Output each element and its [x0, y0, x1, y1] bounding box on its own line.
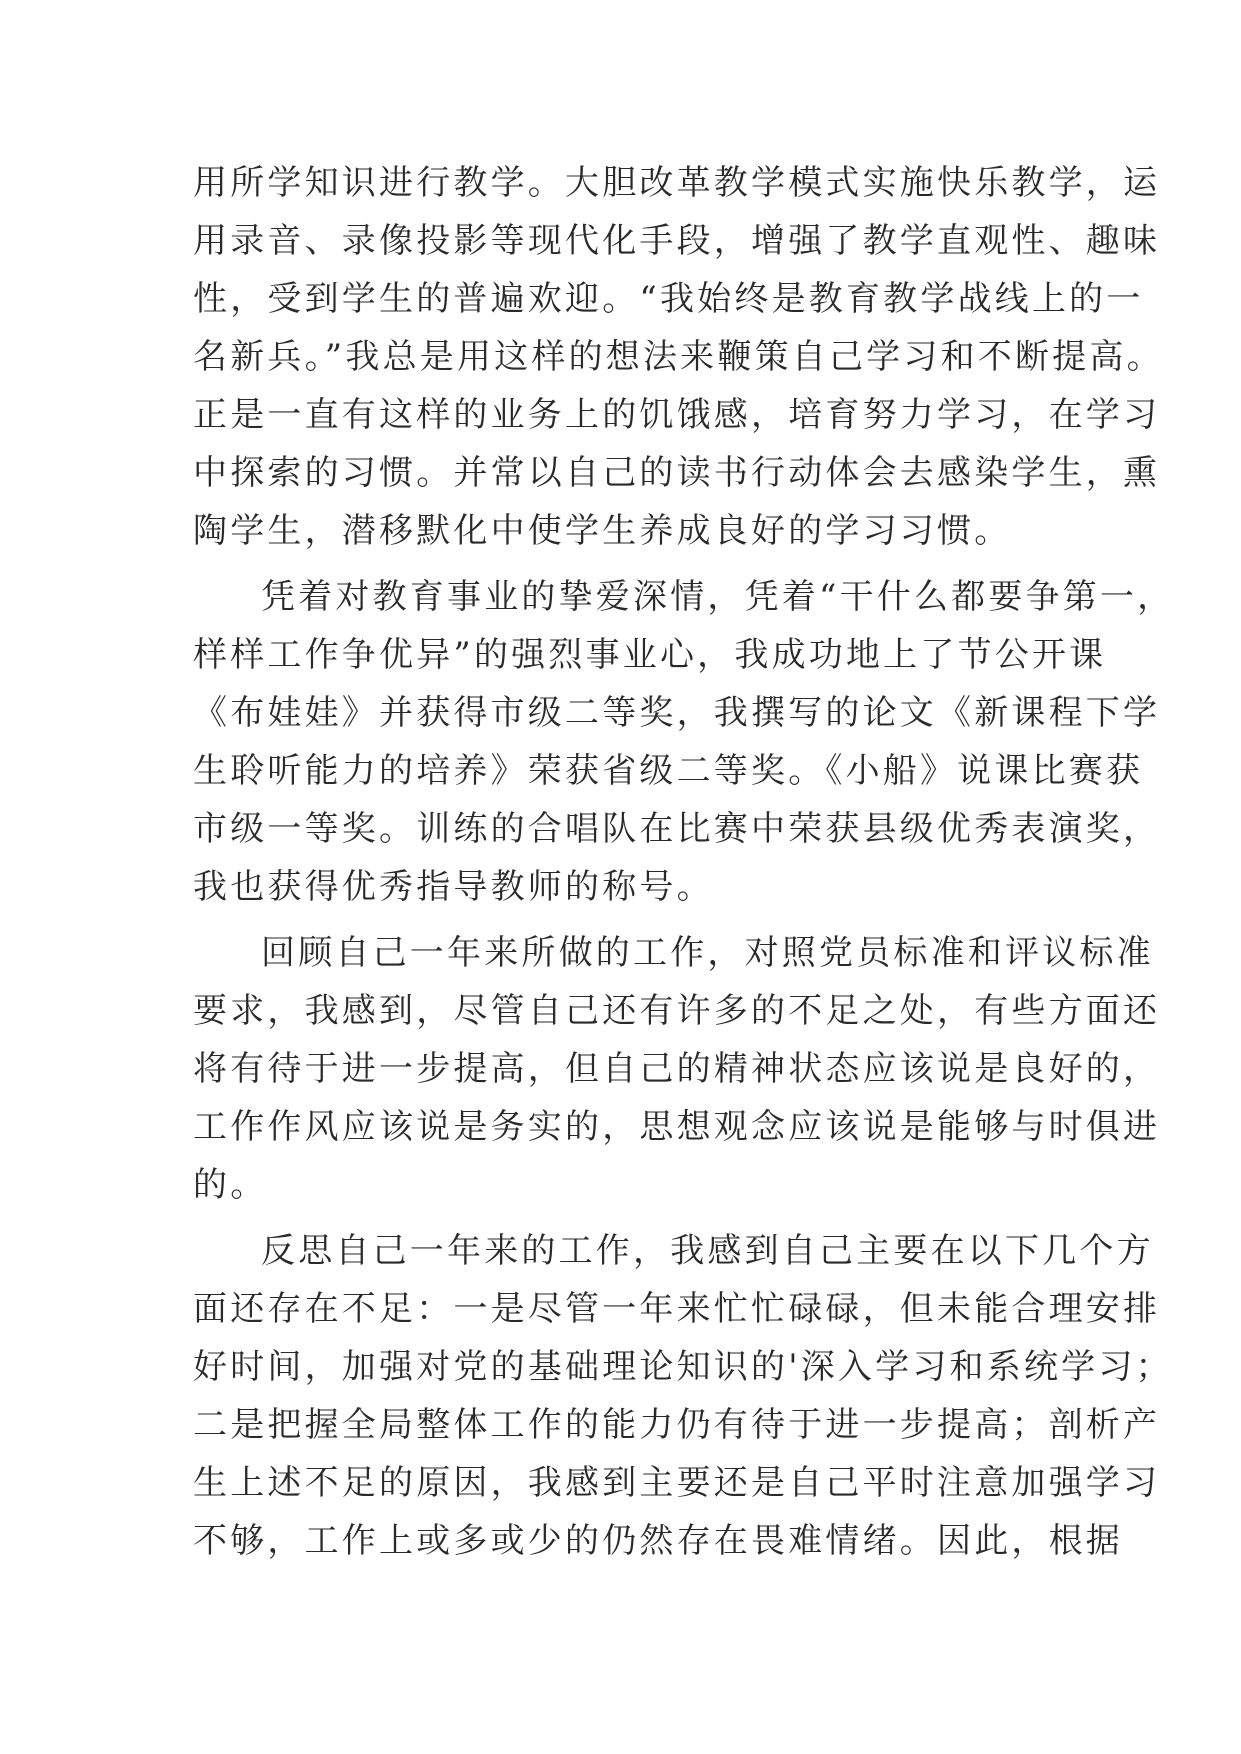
text-line: 面还存在不足：一是尽管一年来忙忙碌碌，但未能合理安排 — [193, 1289, 1161, 1329]
paragraph — [193, 568, 1175, 916]
text-line: 样样工作争优异”的强烈事业心，我成功地上了节公开课 — [193, 635, 1107, 675]
text-line: 回顾自己一年来所做的工作，对照党员标准和评议标准 — [261, 933, 1154, 973]
text-line: 名新兵。”我总是用这样的想法来鞭策自己学习和不断提高。 — [193, 337, 1164, 377]
text-line: 要求，我感到，尽管自己还有许多的不足之处，有些方面还 — [193, 991, 1161, 1031]
text-line: 生聆听能力的培养》荣获省级二等奖。《小船》说课比赛获 — [193, 751, 1144, 791]
text-line: 正是一直有这样的业务上的饥饿感，培育努力学习，在学习 — [193, 395, 1161, 435]
text-line: 用所学知识进行教学。大胆改革教学模式实施快乐教学，运 — [193, 163, 1161, 203]
text-line: 反思自己一年来的工作，我感到自己主要在以下几个方 — [261, 1231, 1154, 1271]
text-line: 用录音、录像投影等现代化手段，增强了教学直观性、趣味 — [193, 221, 1161, 261]
body-text — [193, 154, 1175, 1570]
paragraph — [193, 154, 1164, 560]
paragraph-gap — [193, 1214, 1073, 1222]
text-line: 中探索的习惯。并常以自己的读书行动体会去感染学生，熏 — [193, 453, 1161, 493]
text-line: 《布娃娃》并获得市级二等奖，我撰写的论文《新课程下学 — [193, 693, 1161, 733]
paragraph — [193, 1222, 1173, 1570]
paragraph — [193, 924, 1161, 1214]
text-line: 将有待于进一步提高，但自己的精神状态应该说是良好的， — [193, 1049, 1161, 1089]
text-line: 市级一等奖。训练的合唱队在比赛中荣获县级优秀表演奖， — [193, 809, 1161, 849]
text-line: 不够，工作上或多或少的仍然存在畏难情绪。因此，根据 — [193, 1521, 1123, 1561]
text-line: 的。 — [193, 1165, 268, 1205]
text-line: 生上述不足的原因，我感到主要还是自己平时注意加强学习 — [193, 1463, 1161, 1503]
paragraph-gap — [193, 916, 1073, 924]
text-line: 二是把握全局整体工作的能力仍有待于进一步提高；剖析产 — [193, 1405, 1161, 1445]
text-line: 凭着对教育事业的挚爱深情，凭着“干什么都要争第一， — [261, 577, 1175, 617]
text-line: 我也获得优秀指导教师的称号。 — [193, 867, 714, 907]
text-line: 工作作风应该说是务实的，思想观念应该说是能够与时俱进 — [193, 1107, 1161, 1147]
text-line: 性，受到学生的普遍欢迎。“我始终是教育教学战线上的一 — [193, 279, 1144, 319]
text-line: 好时间，加强对党的基础理论知识的'深入学习和系统学习； — [193, 1347, 1173, 1387]
text-line: 陶学生，潜移默化中使学生养成良好的学习习惯。 — [193, 511, 1012, 551]
paragraph-gap — [193, 560, 1073, 568]
